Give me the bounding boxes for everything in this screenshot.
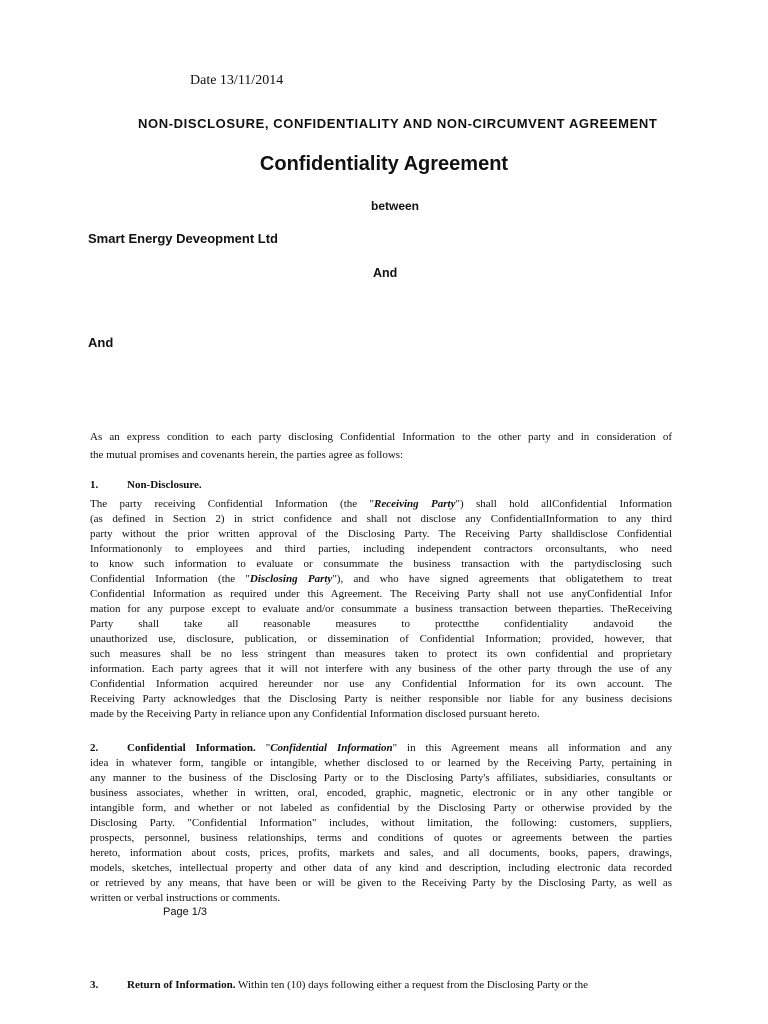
intro-line: As an express condition to each party disclosing Confidential Information to the other party and in consideration of (90, 431, 672, 443)
section-1-line (90, 572, 672, 587)
page-number: Page 1/3 (163, 906, 208, 918)
section-1-number: 1. (90, 479, 99, 491)
section-2-line (90, 741, 672, 756)
section-1-line: information. Each party agrees that it will not interfere with any business of the other party through the use of any (90, 663, 672, 675)
text-run: " in this Agreement means all information and any (392, 742, 672, 754)
section-2-number: 2. (90, 742, 99, 754)
section-1-line: unauthorized use, disclosure, publication, or dissemination of Confidential Information; provided, however, that (90, 633, 672, 645)
section-1-line: party without the prior written approval of the Disclosing Party. The Receiving Party shalldisclose Confidential (90, 528, 672, 540)
between-label: between (371, 199, 420, 213)
section-2-body (90, 741, 672, 906)
defined-term: Disclosing Party (249, 573, 333, 585)
section-1-line: mation for any purpose except to evaluate and/or consummate a business transaction between theparties. TheReceiving (90, 603, 672, 615)
text-run: " (265, 742, 271, 754)
defined-term: Receiving Party (374, 498, 456, 510)
section-2-line: prospects, personnel, business relationships, terms and conditions of quotes or agreements between the parties (90, 832, 672, 844)
section-3-text: Within ten (10) days following either a request from the Disclosing Party or the (238, 979, 588, 991)
section-2-line: written or verbal instructions or comments. (90, 892, 281, 904)
document-title (0, 153, 768, 176)
document-date: Date 13/11/2014 (190, 73, 284, 88)
first-party-name: Smart Energy Deveopment Ltd (88, 231, 278, 246)
section-1-line: Party shall take all reasonable measures to protectthe confidentiality andavoid the (90, 618, 672, 630)
section-2-line: models, sketches, intellectual property and other data of any kind and description, including electronic data recorded (90, 862, 672, 874)
section-2-line: intangible form, and whether or not labeled as confidential by the Disclosing Party or otherwise provided by the (90, 802, 672, 814)
intro-line: the mutual promises and covenants herein, the parties agree as follows: (90, 449, 404, 461)
section-1-line: Receiving Party acknowledges that the Disclosing Party is neither responsible nor liable for any business decisions (90, 693, 672, 705)
section-1-line: made by the Receiving Party in reliance upon any Confidential Information disclosed pursuant hereto. (90, 708, 540, 720)
section-3-number: 3. (90, 979, 99, 991)
section-3-title: Return of Information. (127, 979, 236, 991)
defined-term: Confidential Information (270, 742, 393, 754)
and-label-left: And (88, 335, 114, 350)
intro-paragraph (90, 428, 672, 464)
section-2-line: or retrieved by any means, that have been or will be given to the Receiving Party by the Disclosing Party, as well as (90, 877, 672, 889)
text-run: The party receiving Confidential Information (the " (90, 498, 375, 510)
and-label-center: And (373, 266, 398, 280)
section-2-line: Disclosing Party. "Confidential Information" includes, without limitation, the following: customers, suppliers, (90, 817, 672, 829)
agreement-heading: NON-DISCLOSURE, CONFIDENTIALITY AND NON-CIRCUMVENT AGREEMENT (138, 116, 658, 131)
section-2-line: business associates, whether in written, oral, encoded, graphic, magnetic, electronic or in any other tangible or (90, 787, 672, 799)
document-title-text: Confidentiality Agreement (259, 153, 509, 175)
section-2-line: any manner to the business of the Disclosing Party or to the Disclosing Party's affiliates, subsidiaries, consultants or (90, 772, 672, 784)
section-2-title: Confidential Information. (127, 742, 256, 754)
section-1-title: Non-Disclosure. (127, 479, 202, 491)
section-1-line: Confidential Information acquired hereunder nor use any Confidential Information for its own account. The (90, 678, 672, 690)
text-run: "), and who have signed agreements that obligatethem to treat (332, 573, 672, 585)
section-2-line: idea in whatever form, tangible or intangible, whether disclosed to or learned by the Receiving Party, pertaining in (90, 757, 672, 769)
section-3-heading (90, 979, 672, 991)
section-1-line: Informationonly to employees and third parties, including independent contractors orconsultants, who need (90, 543, 672, 555)
section-1-line: such measures shall be no less stringent than measures taken to protect its own confidential and proprietary (90, 648, 672, 660)
section-1-heading (90, 479, 202, 491)
section-1-body (90, 497, 672, 722)
section-1-line: to know such information to evaluate or consummate the business transaction with the partydisclosing such (90, 558, 672, 570)
section-1-line: (as defined in Section 2) in strict confidence and shall not disclose any ConfidentialInformation to any third (90, 513, 672, 525)
text-run: ") shall hold allConfidential Information (455, 498, 672, 510)
section-1-line: Confidential Information as required under this Agreement. The Receiving Party shall not use anyConfidential Infor (90, 588, 672, 600)
section-2-line: hereto, information about costs, prices, profits, markets and sales, and all documents, books, papers, drawings, (90, 847, 672, 859)
section-1-line (90, 497, 672, 512)
text-run: Confidential Information (the " (90, 573, 250, 585)
